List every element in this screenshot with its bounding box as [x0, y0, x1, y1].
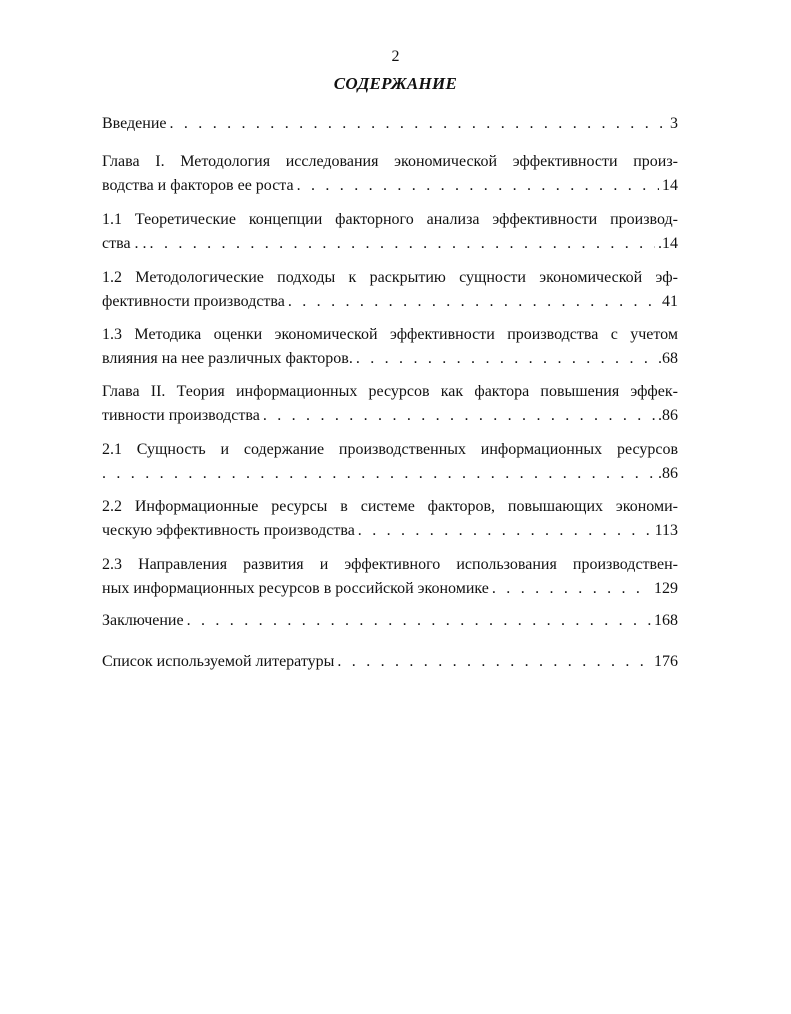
toc-entry: [102, 112, 678, 136]
toc-entry-page-number: 113: [654, 522, 678, 539]
toc-entry: [102, 650, 678, 674]
toc-entry-page-number: .14: [658, 235, 678, 252]
toc-entry-leader-line: [102, 290, 678, 314]
toc-entry-title: влияния на нее различных факторов.: [102, 350, 353, 367]
dot-leader: [187, 609, 651, 633]
dot-leader: [263, 404, 655, 428]
toc-entry-leader-line: [102, 404, 678, 428]
toc-entry-leader-line: [102, 347, 678, 371]
toc-entry: [102, 380, 678, 428]
toc-entry-page-number: 176: [654, 653, 678, 670]
toc-entry-page-number: .86: [658, 407, 678, 424]
toc-entry-page-number: .68: [658, 350, 678, 367]
toc-entry-title: водства и факторов ее роста: [102, 177, 294, 194]
dot-leader: [356, 347, 655, 371]
toc-entry-line: 1.1 Теоретические концепции факторного анализа эффективности производ-: [102, 211, 678, 228]
toc-entry-line: 2.1 Сущность и содержание производственных информационных ресурсов: [102, 441, 678, 458]
toc-entry-title: Введение: [102, 115, 167, 132]
toc-entry-title: ных информационных ресурсов в российской экономике: [102, 580, 489, 597]
toc-entry-leader-line: [102, 577, 678, 601]
toc-entry-page-number: 129: [654, 580, 678, 597]
toc-entry-page-number: 168: [654, 612, 678, 629]
toc-entry-title: ства . .: [102, 235, 147, 252]
toc-entry-title: тивности производства: [102, 407, 260, 424]
toc-entry: [102, 323, 678, 371]
toc-entry-page-number: 14: [662, 177, 678, 194]
toc-entry-leader-line: [102, 650, 678, 674]
toc-entry-leader-line: [102, 112, 678, 136]
dot-leader: [150, 232, 655, 256]
toc-entry: [102, 150, 678, 198]
toc-entry-leader-line: [102, 174, 678, 198]
dot-leader: [102, 462, 655, 486]
toc-entry: [102, 553, 678, 601]
toc-entry-title: фективности производства: [102, 293, 285, 310]
dot-leader: [492, 577, 651, 601]
toc-entry: [102, 208, 678, 256]
toc-entry-page-number: .86: [658, 465, 678, 482]
dot-leader: [297, 174, 659, 198]
toc-entry-title: ческую эффективность производства: [102, 522, 355, 539]
toc-entry: [102, 438, 678, 486]
toc-entry-leader-line: [102, 609, 678, 633]
toc-entry-page-number: 3: [670, 115, 678, 132]
toc-entry-line: Глава I. Методология исследования экономической эффективности произ-: [102, 153, 678, 170]
toc-entry-line: 2.3 Направления развития и эффективного использования производствен-: [102, 556, 678, 573]
toc-entry: [102, 266, 678, 314]
dot-leader: [170, 112, 668, 136]
toc-entry-leader-line: [102, 519, 678, 543]
dot-leader: [337, 650, 651, 674]
toc-entry-page-number: 41: [662, 293, 678, 310]
toc-entry: [102, 495, 678, 543]
dot-leader: [358, 519, 652, 543]
page-number: 2: [391, 48, 400, 65]
toc-entry: [102, 609, 678, 633]
toc-entry-line: 2.2 Информационные ресурсы в системе факторов, повышающих экономи-: [102, 498, 678, 515]
toc-entry-leader-line: [102, 462, 678, 486]
dot-leader: [288, 290, 659, 314]
toc-entry-title: Заключение: [102, 612, 184, 629]
toc-entry-line: 1.2 Методологические подходы к раскрытию сущности экономической эф-: [102, 269, 678, 286]
page-title: СОДЕРЖАНИЕ: [333, 74, 458, 93]
toc-entry-leader-line: [102, 232, 678, 256]
toc-entry-line: Глава II. Теория информационных ресурсов как фактора повышения эффек-: [102, 383, 678, 400]
toc-entry-line: 1.3 Методика оценки экономической эффективности производства с учетом: [102, 326, 678, 343]
toc-entry-title: Список используемой литературы: [102, 653, 335, 670]
